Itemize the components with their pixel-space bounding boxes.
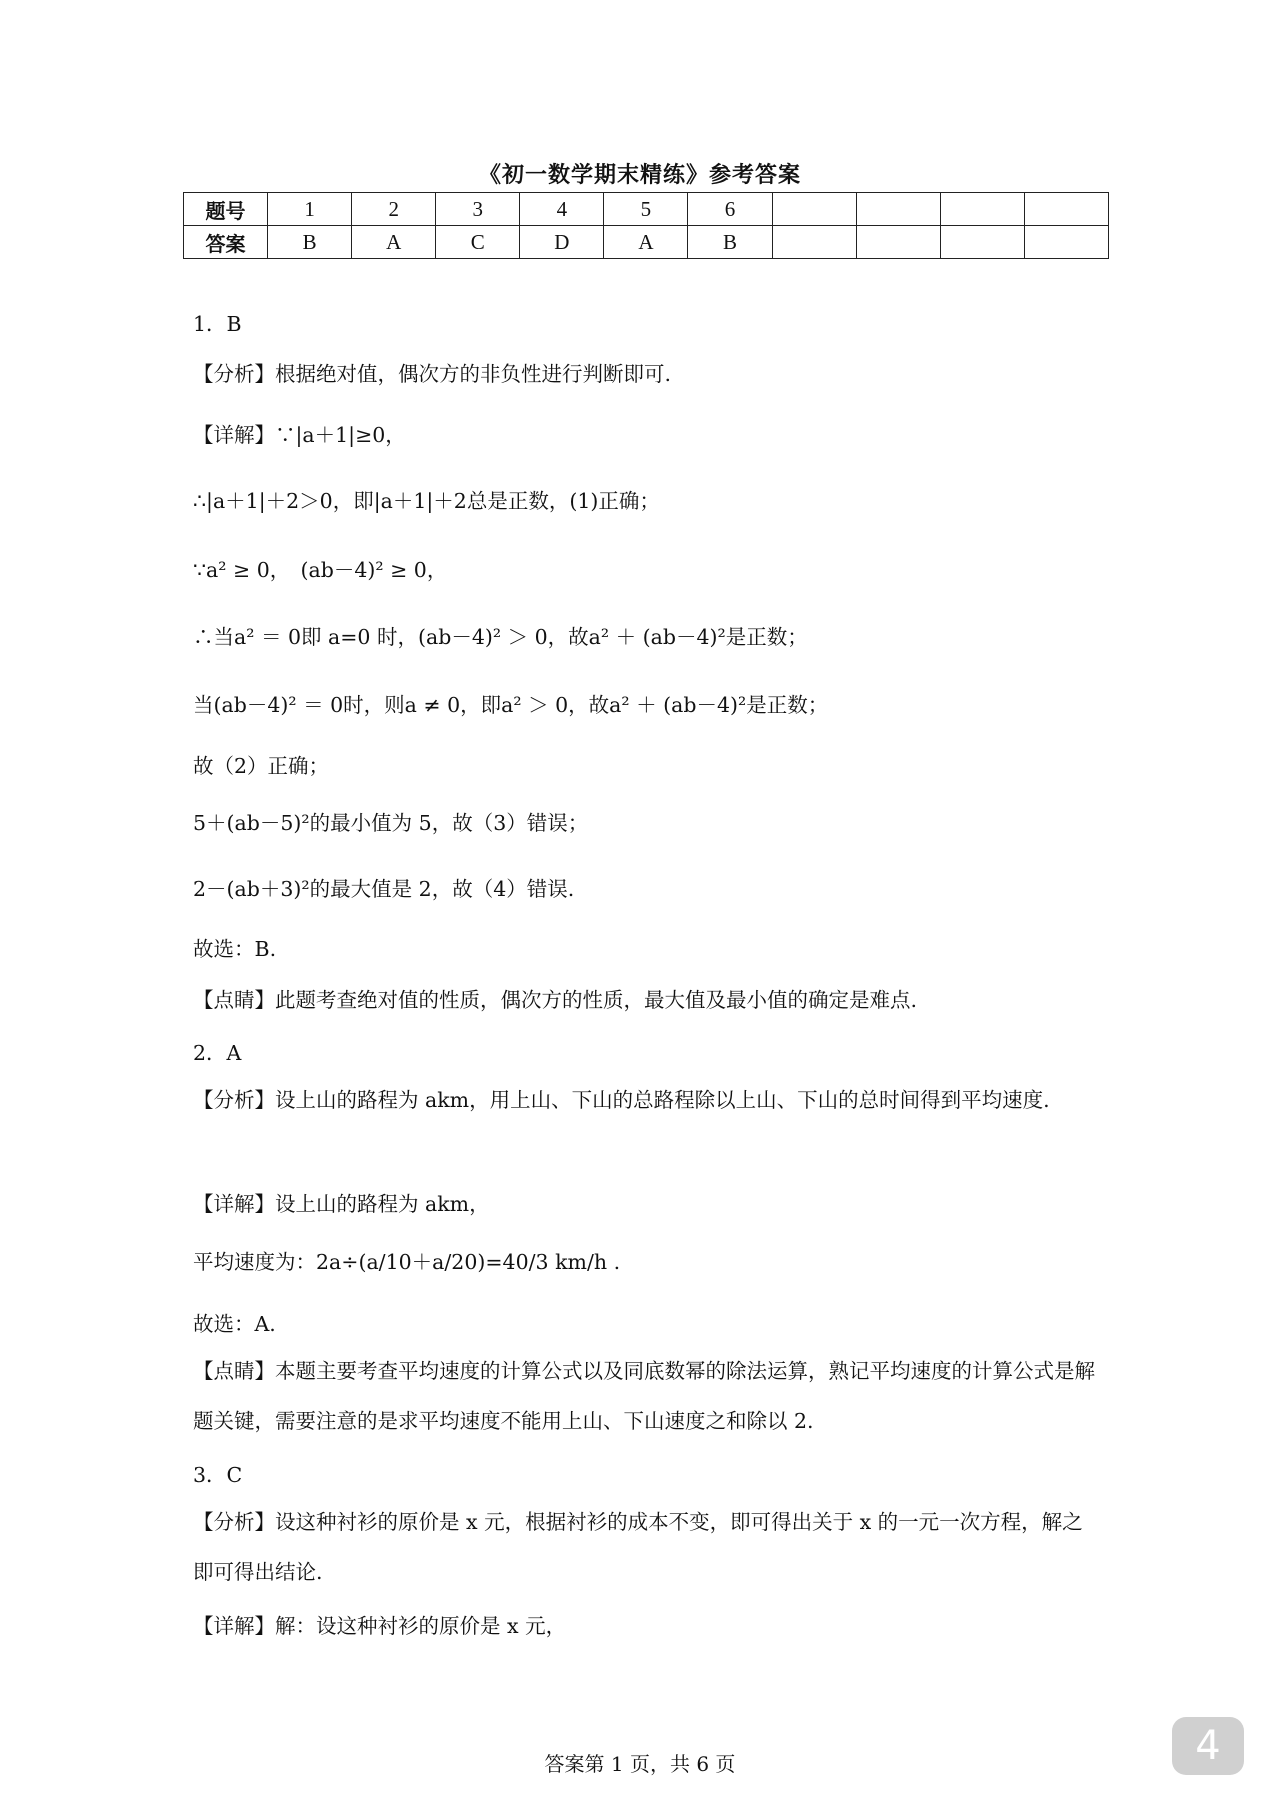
page-number-badge[interactable]: 4	[1172, 1717, 1244, 1775]
table-cell: A	[352, 226, 436, 259]
analysis-text: 【分析】设上山的路程为 akm，用上山、下山的总路程除以上山、下山的总时间得到平均速度.	[193, 1088, 1050, 1112]
table-cell	[940, 193, 1024, 226]
table-cell	[940, 226, 1024, 259]
choice-text: 故选：B.	[193, 937, 277, 961]
table-cell	[1024, 226, 1108, 259]
detail-text: 【详解】设上山的路程为 akm，	[193, 1192, 490, 1216]
detail-text: 5＋(ab－5)²的最小值为 5，故（3）错误；	[193, 811, 589, 835]
table-cell: 1	[268, 193, 352, 226]
comment-text: 【点睛】本题主要考查平均速度的计算公式以及同底数幂的除法运算，熟记平均速度的计算公式是解题关键，需要注意的是求平均速度不能用上山、下山速度之和除以 2.	[193, 1359, 1095, 1433]
choice-text: 故选：A.	[193, 1312, 276, 1336]
table-header-cell: 答案	[184, 226, 268, 259]
table-cell	[856, 193, 940, 226]
detail-text: 【详解】∵|a＋1|≥0，	[193, 423, 406, 447]
detail-text: 故（2）正确；	[193, 754, 330, 778]
table-cell: 5	[604, 193, 688, 226]
detail-text: ∵a² ≥ 0， (ab－4)² ≥ 0，	[193, 558, 448, 582]
analysis-text: 【分析】根据绝对值，偶次方的非负性进行判断即可.	[193, 362, 672, 386]
table-cell: 4	[520, 193, 604, 226]
table-row	[184, 226, 1109, 259]
detail-text: 当(ab－4)² ＝ 0时，则a ≠ 0，即a² ＞ 0，故a² ＋ (ab－4)²是正数；	[193, 693, 829, 717]
question-number: 2．A	[193, 1041, 242, 1065]
page-footer: 答案第 1 页，共 6 页	[544, 1752, 736, 1776]
analysis-text: 【分析】设这种衬衫的原价是 x 元，根据衬衫的成本不变，即可得出关于 x 的一元一次方程，解之即可得出结论.	[193, 1510, 1083, 1584]
table-header-cell: 题号	[184, 193, 268, 226]
detail-formula: 平均速度为：2a÷(a/10＋a/20)=40/3 km/h .	[193, 1250, 621, 1274]
detail-text: 【详解】解：设这种衬衫的原价是 x 元，	[193, 1614, 567, 1638]
table-cell: B	[268, 226, 352, 259]
table-cell: D	[520, 226, 604, 259]
question-number: 3．C	[193, 1463, 243, 1487]
table-cell	[772, 193, 856, 226]
detail-text: ∴|a＋1|＋2＞0，即|a＋1|＋2总是正数，(1)正确；	[193, 489, 660, 513]
table-cell: 2	[352, 193, 436, 226]
detail-text: ∴当a² ＝ 0即 a=0 时，(ab－4)² ＞ 0，故a² ＋ (ab－4)²是正数；	[193, 625, 808, 649]
table-cell	[1024, 193, 1108, 226]
table-cell: 3	[436, 193, 520, 226]
table-cell: B	[688, 226, 772, 259]
table-cell: A	[604, 226, 688, 259]
question-number: 1．B	[193, 312, 242, 336]
answer-table	[183, 192, 1109, 259]
table-cell	[772, 226, 856, 259]
table-cell: 6	[688, 193, 772, 226]
table-row	[184, 193, 1109, 226]
table-cell: C	[436, 226, 520, 259]
page-title: 《初一数学期末精练》参考答案	[478, 162, 801, 188]
table-cell	[856, 226, 940, 259]
comment-text: 【点睛】此题考查绝对值的性质，偶次方的性质，最大值及最小值的确定是难点.	[193, 988, 918, 1012]
detail-text: 2－(ab＋3)²的最大值是 2，故（4）错误.	[193, 877, 575, 901]
